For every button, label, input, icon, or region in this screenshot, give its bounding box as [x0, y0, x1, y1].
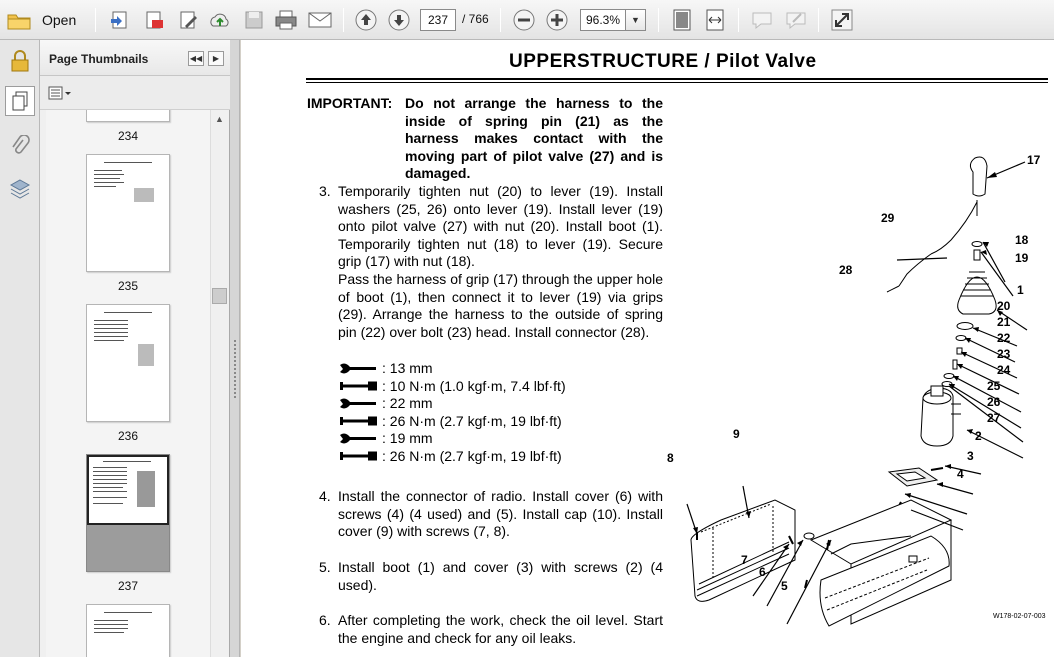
envelope-icon: [307, 10, 333, 30]
tool-spec-row: [338, 377, 566, 395]
callout-6: 6: [759, 565, 766, 579]
step-number: 3.: [319, 183, 331, 199]
tool-spec-row: [338, 447, 562, 465]
thumbnail-scrollbar[interactable]: [210, 110, 228, 657]
thumbnail-page-238[interactable]: [86, 604, 170, 657]
wrench-icon: [338, 431, 378, 445]
figure-code: W178-02-07-003: [993, 613, 1046, 620]
thumbnail-page-236[interactable]: [86, 304, 170, 422]
torque-wrench-icon: [338, 449, 378, 463]
minus-icon: [512, 8, 536, 32]
open-button[interactable]: [6, 6, 78, 34]
step-text: Install the connector of radio. Install cover (6) with screws (4) (4 used) and (5). Install cap (10). Install cover (9) with screws (7, 8).: [338, 488, 663, 540]
tool-spec-row: [338, 429, 433, 447]
callout-1: 1: [1017, 283, 1024, 297]
step-text: Temporarily tighten nut (20) to lever (19). Install washers (25, 26) onto lever (19). Install lever (19) onto pilot valve (27) with nut (20). Install boot (1). Temporarily tighten nut (18) to lever (19). Secure grip (17) with nut (18).: [338, 183, 663, 270]
pdf-file-icon: [143, 9, 165, 31]
tool-spec: : 26 N·m (2.7 kgf·m, 19 lbf·ft): [382, 447, 562, 464]
callout-21: 21: [997, 315, 1011, 329]
edit-button[interactable]: [174, 6, 202, 34]
tool-spec-row: [338, 412, 562, 430]
callout-24: 24: [997, 363, 1011, 377]
paperclip-icon: [10, 135, 30, 159]
step-text-continued: Pass the harness of grip (17) through the upper hole of boot (1), then connect it to lever (19) via grips (29). Arrange the harness to the outside of spring pin (22) over bolt (23) head. Install connector (28).: [338, 271, 663, 340]
callout-8: 8: [667, 451, 674, 465]
next-page-button[interactable]: [385, 6, 413, 34]
arrow-up-icon: [354, 8, 378, 32]
callout-25: 25: [987, 379, 1001, 393]
expand-icon: [830, 8, 854, 32]
zoom-out-button[interactable]: [510, 6, 538, 34]
plus-icon: [545, 8, 569, 32]
attachments-button[interactable]: [5, 132, 35, 162]
scroll-up-icon[interactable]: ▲: [215, 114, 224, 124]
layers-icon: [8, 177, 32, 201]
double-chevron-left-icon: ◀◀: [189, 54, 203, 63]
step-number: 4.: [319, 488, 331, 504]
comment-button[interactable]: [748, 6, 776, 34]
edit-document-icon: [177, 9, 199, 31]
tool-spec: : 10 N·m (1.0 kgf·m, 7.4 lbf·ft): [382, 377, 566, 394]
chevron-right-icon: ▶: [212, 54, 220, 63]
callout-22: 22: [997, 331, 1011, 345]
callout-28: 28: [839, 263, 853, 277]
panel-splitter[interactable]: [230, 40, 240, 657]
save-icon: [243, 9, 265, 31]
callout-7: 7: [741, 553, 748, 567]
tool-spec: : 19 mm: [382, 429, 433, 446]
fit-page-button[interactable]: [668, 6, 696, 34]
create-pdf-icon: [109, 9, 131, 31]
page-thumbnails-button[interactable]: [5, 86, 35, 116]
important-label: IMPORTANT:: [307, 95, 393, 111]
title-rule-thin: [306, 82, 1048, 83]
callout-9: 9: [733, 427, 740, 441]
panel-options-row: [40, 76, 230, 110]
callout-20: 20: [997, 299, 1011, 313]
title-rule: [306, 78, 1048, 80]
callout-5: 5: [781, 579, 788, 593]
thumbnail-label: 237: [117, 579, 139, 593]
callout-3: 3: [967, 449, 974, 463]
printer-icon: [274, 9, 298, 31]
cloud-upload-icon: [208, 9, 232, 31]
expand-panel-button[interactable]: [208, 51, 224, 66]
fit-page-icon: [671, 8, 693, 32]
pages-icon: [10, 90, 30, 112]
folder-icon: [6, 9, 32, 31]
callout-2: 2: [975, 429, 982, 443]
tool-spec-row: [338, 359, 433, 377]
thumbnail-label: 234: [117, 129, 139, 143]
step-text: Install boot (1) and cover (3) with screws (2) (4 used).: [338, 559, 663, 593]
torque-wrench-icon: [338, 379, 378, 393]
arrow-down-icon: [387, 8, 411, 32]
page-number-input[interactable]: 237: [420, 9, 456, 31]
callout-26: 26: [987, 395, 1001, 409]
step-number: 6.: [319, 612, 331, 628]
previous-page-button[interactable]: [352, 6, 380, 34]
page-thumbnails-panel: [40, 40, 230, 657]
step-text: After completing the work, check the oil level. Start the engine and check for any oil leaks.: [338, 612, 663, 646]
scrollbar-thumb[interactable]: [212, 288, 227, 304]
collapse-panel-button[interactable]: [188, 51, 204, 66]
fullscreen-button[interactable]: [828, 6, 856, 34]
callout-29: 29: [881, 211, 895, 225]
zoom-dropdown[interactable]: [626, 9, 646, 31]
upload-button[interactable]: [206, 6, 234, 34]
wrench-icon: [338, 396, 378, 410]
options-menu-icon: [48, 85, 72, 101]
thumbnail-list[interactable]: [46, 110, 210, 657]
comment-icon: [750, 9, 774, 31]
page-total: / 766: [462, 12, 489, 26]
thumbnail-options-button[interactable]: [48, 84, 72, 102]
lock-icon: [9, 49, 31, 73]
thumbnail-page-235[interactable]: [86, 154, 170, 272]
create-pdf-button[interactable]: [106, 6, 134, 34]
export-pdf-button[interactable]: [140, 6, 168, 34]
save-button[interactable]: [240, 6, 268, 34]
thumbnail-label: 235: [117, 279, 139, 293]
highlighter-icon: [784, 9, 808, 31]
panel-header: [40, 40, 230, 76]
fit-width-icon: [704, 8, 726, 32]
callout-19: 19: [1015, 251, 1029, 265]
document-view: [241, 40, 1054, 657]
important-text: Do not arrange the harness to the inside of spring pin (21) as the harness makes contact with the moving part of pilot valve (27) and is damaged.: [405, 95, 663, 182]
panel-title: Page Thumbnails: [49, 52, 149, 66]
exploded-view-diagram: [661, 140, 1054, 630]
step-number: 5.: [319, 559, 331, 575]
toolbar: [0, 0, 1054, 40]
chevron-down-icon: ▼: [631, 15, 640, 25]
thumbnail-page-234[interactable]: [86, 110, 170, 122]
navigation-strip: [0, 40, 40, 657]
callout-4: 4: [957, 467, 964, 481]
zoom-in-button[interactable]: [543, 6, 571, 34]
zoom-input[interactable]: 96.3%: [580, 9, 626, 31]
layers-button[interactable]: [5, 174, 35, 204]
thumbnail-page-237[interactable]: [86, 454, 170, 572]
wrench-icon: [338, 361, 378, 375]
fit-width-button[interactable]: [701, 6, 729, 34]
tool-spec: : 26 N·m (2.7 kgf·m, 19 lbf·ft): [382, 412, 562, 429]
security-button[interactable]: [5, 46, 35, 76]
print-button[interactable]: [272, 6, 300, 34]
email-button[interactable]: [305, 6, 335, 34]
thumbnail-label: 236: [117, 429, 139, 443]
callout-17: 17: [1027, 153, 1041, 167]
torque-wrench-icon: [338, 414, 378, 428]
highlight-button[interactable]: [782, 6, 810, 34]
page-title: UPPERSTRUCTURE / Pilot Valve: [509, 51, 817, 72]
tool-spec-row: [338, 394, 433, 412]
tool-spec: : 22 mm: [382, 394, 433, 411]
callout-18: 18: [1015, 233, 1029, 247]
callout-27: 27: [987, 411, 1001, 425]
tool-spec: : 13 mm: [382, 359, 433, 376]
callout-23: 23: [997, 347, 1011, 361]
open-label: Open: [42, 12, 77, 28]
